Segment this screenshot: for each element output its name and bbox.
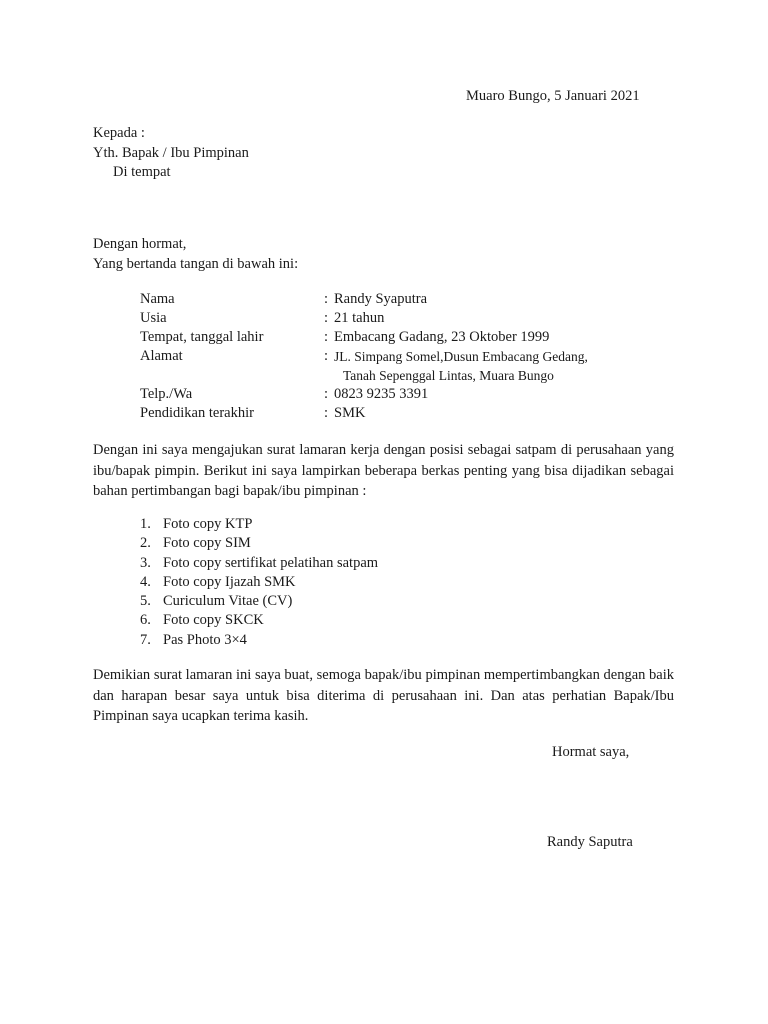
greeting-block — [93, 235, 298, 274]
list-text: Foto copy SIM — [163, 535, 251, 552]
biodata-label: Nama — [140, 291, 175, 307]
biodata-row-nama — [140, 290, 588, 309]
biodata-value-multiline — [334, 347, 588, 385]
biodata-table — [140, 290, 588, 423]
list-number: 2. — [140, 535, 151, 552]
biodata-separator: : — [324, 348, 329, 364]
list-number: 4. — [140, 573, 151, 590]
biodata-separator: : — [324, 386, 329, 402]
list-text: Foto copy sertifikat pelatihan satpam — [163, 554, 379, 571]
list-text: Pas Photo 3×4 — [163, 631, 247, 648]
biodata-label: Alamat — [140, 348, 183, 364]
biodata-row-ttl — [140, 328, 588, 347]
list-item — [140, 515, 378, 534]
biodata-separator: : — [324, 329, 329, 345]
address-line-1: JL. Simpang Somel,Dusun Embacang Gedang, — [334, 349, 588, 364]
biodata-separator: : — [324, 310, 329, 326]
biodata-value: Embacang Gadang, 23 Oktober 1999 — [334, 329, 550, 345]
biodata-label: Telp./Wa — [140, 386, 193, 402]
biodata-row-telp — [140, 385, 588, 404]
list-item — [140, 631, 378, 650]
recipient-line-addressee: Yth. Bapak / Ibu Pimpinan — [93, 144, 249, 161]
list-number: 5. — [140, 593, 151, 610]
biodata-label: Tempat, tanggal lahir — [140, 329, 264, 345]
intro-line: Yang bertanda tangan di bawah ini: — [93, 255, 299, 272]
salutation: Dengan hormat, — [93, 236, 187, 252]
list-item — [140, 554, 378, 573]
list-number: 1. — [140, 516, 151, 532]
letter-date: Muaro Bungo, 5 Januari 2021 — [466, 88, 640, 104]
body-paragraph-application: Dengan ini saya mengajukan surat lamaran kerja dengan posisi sebagai satpam di perusahaan yang ibu/bapak pimpin. Berikut ini saya lampirkan beberapa berkas penting yang bisa dijadikan sebagai bahan pertimbangan bagi bapak/ibu pimpinan : — [93, 442, 674, 499]
biodata-value: SMK — [334, 405, 366, 421]
list-item — [140, 573, 378, 592]
list-item — [140, 611, 378, 630]
list-text: Curiculum Vitae (CV) — [163, 593, 293, 610]
body-paragraph-closing: Demikian surat lamaran ini saya buat, semoga bapak/ibu pimpinan mempertimbangkan dengan baik dan harapan besar saya untuk bisa diterima di perusahaan ini. Dan atas perhatian Bapak/Ibu Pimpinan saya ucapkan terima kasih. — [93, 667, 674, 724]
recipient-block — [93, 124, 249, 183]
biodata-row-usia — [140, 309, 588, 328]
biodata-separator: : — [324, 291, 329, 307]
recipient-line-place: Di tempat — [113, 164, 171, 180]
enclosure-list — [140, 515, 378, 650]
biodata-label: Usia — [140, 310, 167, 326]
biodata-row-pendidikan — [140, 404, 588, 423]
biodata-value: 0823 9235 3391 — [334, 386, 429, 402]
list-number: 3. — [140, 554, 151, 571]
biodata-row-alamat — [140, 347, 588, 385]
list-number: 7. — [140, 631, 151, 648]
recipient-line-kepada: Kepada : — [93, 125, 145, 141]
list-item — [140, 592, 378, 611]
list-text: Foto copy KTP — [163, 516, 253, 532]
closing-phrase: Hormat saya, — [552, 744, 630, 760]
list-text: Foto copy SKCK — [163, 612, 264, 629]
biodata-separator: : — [324, 405, 329, 421]
list-text: Foto copy Ijazah SMK — [163, 573, 296, 590]
signature-name: Randy Saputra — [547, 834, 633, 850]
biodata-label: Pendidikan terakhir — [140, 405, 254, 421]
list-number: 6. — [140, 612, 151, 629]
list-item — [140, 534, 378, 553]
address-line-2: Tanah Sepenggal Lintas, Muara Bungo — [343, 368, 554, 383]
biodata-value: 21 tahun — [334, 310, 385, 326]
biodata-value: Randy Syaputra — [334, 291, 428, 307]
